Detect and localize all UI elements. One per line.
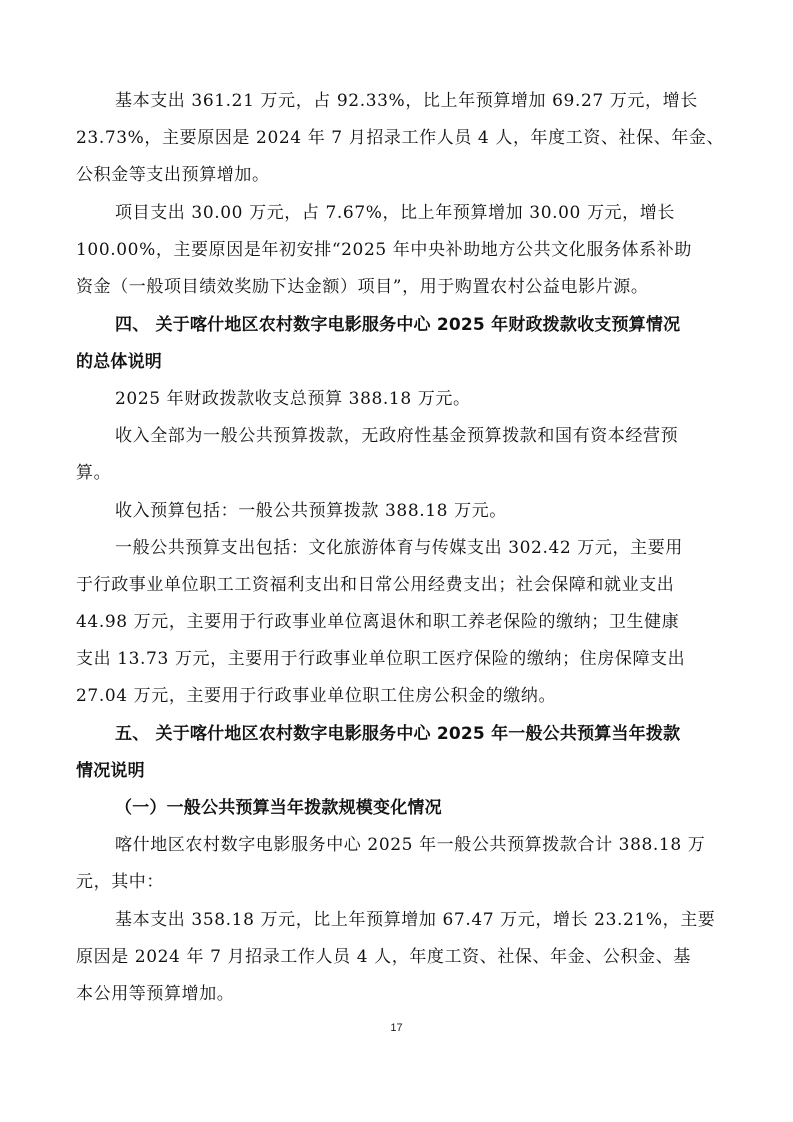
section-five-heading-line-2: 情况说明	[76, 761, 145, 781]
income-statement-line-2: 算。	[76, 463, 112, 483]
general-expenditure-line-1: 一般公共预算支出包括：文化旅游体育与传媒支出 302.42 万元，主要用	[115, 538, 683, 558]
general-expenditure-line-2: 于行政事业单位职工工资福利支出和日常公用经费支出；社会保障和就业支出	[76, 575, 675, 595]
general-expenditure-line-3: 44.98 万元，主要用于行政事业单位离退休和职工养老保险的缴纳；卫生健康	[76, 612, 680, 632]
general-basic-expenditure-line-1: 基本支出 358.18 万元，比上年预算增加 67.47 万元，增长 23.21%，主要	[115, 910, 716, 930]
basic-expenditure-line-3: 公积金等支出预算增加。	[76, 165, 270, 185]
project-expenditure-line-1: 项目支出 30.00 万元，占 7.67%，比上年预算增加 30.00 万元，增长	[115, 203, 675, 223]
general-expenditure-line-5: 27.04 万元，主要用于行政事业单位职工住房公积金的缴纳。	[76, 686, 557, 706]
general-budget-total-line-1: 喀什地区农村数字电影服务中心 2025 年一般公共预算拨款合计 388.18 万	[115, 835, 706, 855]
general-basic-expenditure-line-3: 本公用等预算增加。	[76, 984, 235, 1004]
income-statement-line-1: 收入全部为一般公共预算拨款，无政府性基金预算拨款和国有资本经营预	[115, 426, 679, 446]
general-expenditure-line-4: 支出 13.73 万元，主要用于行政事业单位职工医疗保险的缴纳；住房保障支出	[76, 649, 686, 669]
basic-expenditure-line-1: 基本支出 361.21 万元，占 92.33%，比上年预算增加 69.27 万元，增长	[115, 91, 698, 111]
page-number: 17	[390, 1022, 403, 1034]
section-five-heading-line-1: 五、 关于喀什地区农村数字电影服务中心 2025 年一般公共预算当年拨款	[115, 724, 681, 744]
fiscal-total-budget: 2025 年财政拨款收支总预算 388.18 万元。	[115, 389, 471, 409]
section-four-heading-line-2: 的总体说明	[76, 352, 162, 372]
general-budget-total-line-2: 元，其中：	[76, 872, 164, 892]
project-expenditure-line-2: 100.00%，主要原因是年初安排“2025 年中央补助地方公共文化服务体系补助	[76, 240, 692, 260]
section-four-heading-line-1: 四、 关于喀什地区农村数字电影服务中心 2025 年财政拨款收支预算情况	[115, 315, 681, 335]
section-five-subheading: （一）一般公共预算当年拨款规模变化情况	[115, 798, 442, 818]
general-basic-expenditure-line-2: 原因是 2024 年 7 月招录工作人员 4 人，年度工资、社保、年金、公积金、基	[76, 947, 691, 967]
income-budget: 收入预算包括：一般公共预算拨款 388.18 万元。	[115, 501, 507, 521]
basic-expenditure-line-2: 23.73%，主要原因是 2024 年 7 月招录工作人员 4 人，年度工资、社保、年金、	[76, 128, 725, 148]
project-expenditure-line-3: 资金（一般项目绩效奖励下达金额）项目”，用于购置农村公益电影片源。	[76, 277, 649, 297]
